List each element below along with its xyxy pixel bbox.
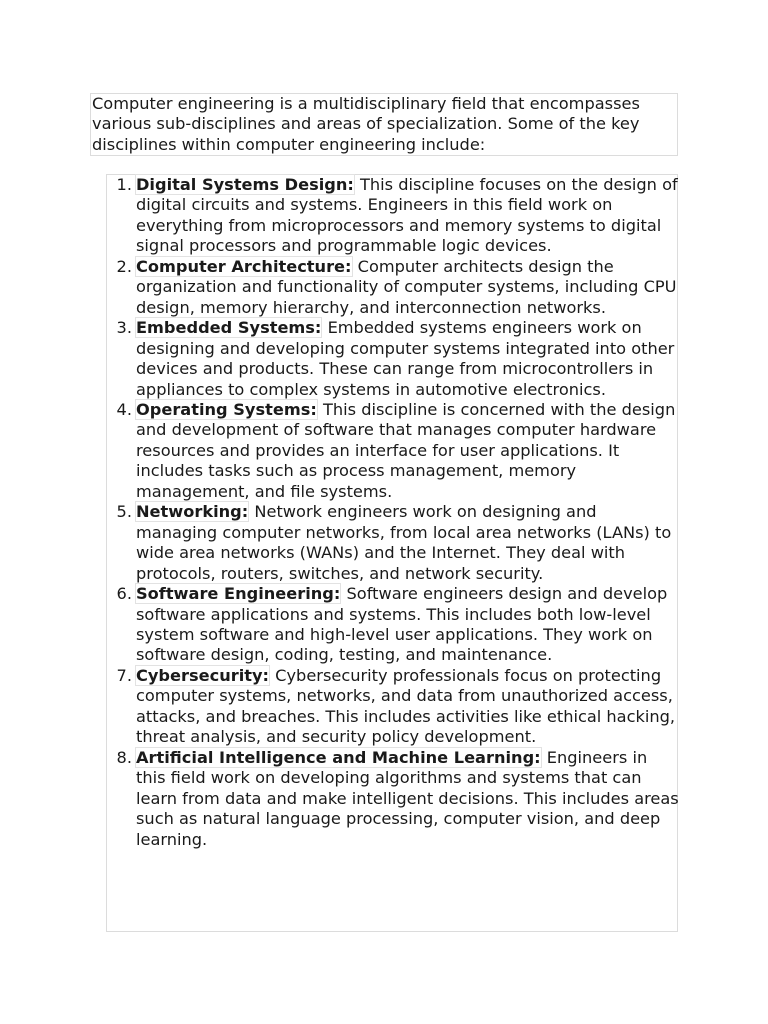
list-item-number: 4. xyxy=(116,399,132,419)
discipline-description: Engineers in this field work on developing algorithms and systems that can learn from data and make intelligent decisions. This includes areas such as natural language processing, computer vision, and deep learning. xyxy=(136,747,679,849)
list-item-number: 8. xyxy=(116,747,132,767)
discipline-description: Embedded systems engineers work on designing and developing computer systems integrated into other devices and products. These can range from microcontrollers in appliances to complex systems in automotive electronics. xyxy=(136,318,675,399)
list-item xyxy=(107,502,679,584)
disciplines-list xyxy=(107,175,679,850)
discipline-description: Software engineers design and develop software applications and systems. This includes both low-level system software and high-level user applications. They work on software design, coding, testing, and maintenance. xyxy=(136,584,668,665)
discipline-description: Computer architects design the organization and functionality of computer systems, including CPU design, memory hierarchy, and interconnection networks. xyxy=(136,256,677,317)
discipline-description: Network engineers work on designing and managing computer networks, from local area networks (LANs) to wide area networks (WANs) and the Internet. They deal with protocols, routers, switches, and network security. xyxy=(136,502,672,583)
discipline-description: This discipline is concerned with the design and development of software that manages computer hardware resources and provides an interface for user applications. It includes tasks such as process management, memory management, and file systems. xyxy=(136,399,676,501)
list-item-number: 7. xyxy=(116,665,132,685)
discipline-term: Digital Systems Design: xyxy=(136,175,354,194)
list-item xyxy=(107,175,679,257)
list-item xyxy=(107,400,679,502)
list-item-number: 3. xyxy=(116,318,132,338)
discipline-term: Networking: xyxy=(136,502,249,522)
discipline-term: Software Engineering: xyxy=(136,584,341,604)
discipline-term: Embedded Systems: xyxy=(136,318,322,338)
list-item xyxy=(107,666,679,748)
list-item-number: 5. xyxy=(116,502,132,522)
list-item xyxy=(107,584,679,666)
intro-paragraph: Computer engineering is a multidisciplinary field that encompasses various sub-disciplines and areas of specialization. Some of the key disciplines within computer engineering include: xyxy=(90,93,678,156)
list-item xyxy=(107,257,679,318)
discipline-term: Operating Systems: xyxy=(136,399,317,419)
discipline-term: Cybersecurity: xyxy=(136,665,270,685)
list-item xyxy=(107,748,679,850)
list-item-number: 2. xyxy=(116,256,132,276)
discipline-description: Cybersecurity professionals focus on protecting computer systems, networks, and data from unauthorized access, attacks, and breaches. This includes activities like ethical hacking, threat analysis, and security policy development. xyxy=(136,665,676,747)
discipline-term: Artificial Intelligence and Machine Learning: xyxy=(136,747,541,767)
discipline-description: This discipline focuses on the design of digital circuits and systems. Engineers in this field work on everything from microprocessors and memory systems to digital signal processors and programmable logic devices. xyxy=(136,175,678,256)
list-item xyxy=(107,318,679,400)
discipline-term: Computer Architecture: xyxy=(136,256,352,276)
list-item-number: 6. xyxy=(116,584,132,604)
list-item-number: 1. xyxy=(116,175,132,194)
disciplines-list-box xyxy=(106,174,678,932)
